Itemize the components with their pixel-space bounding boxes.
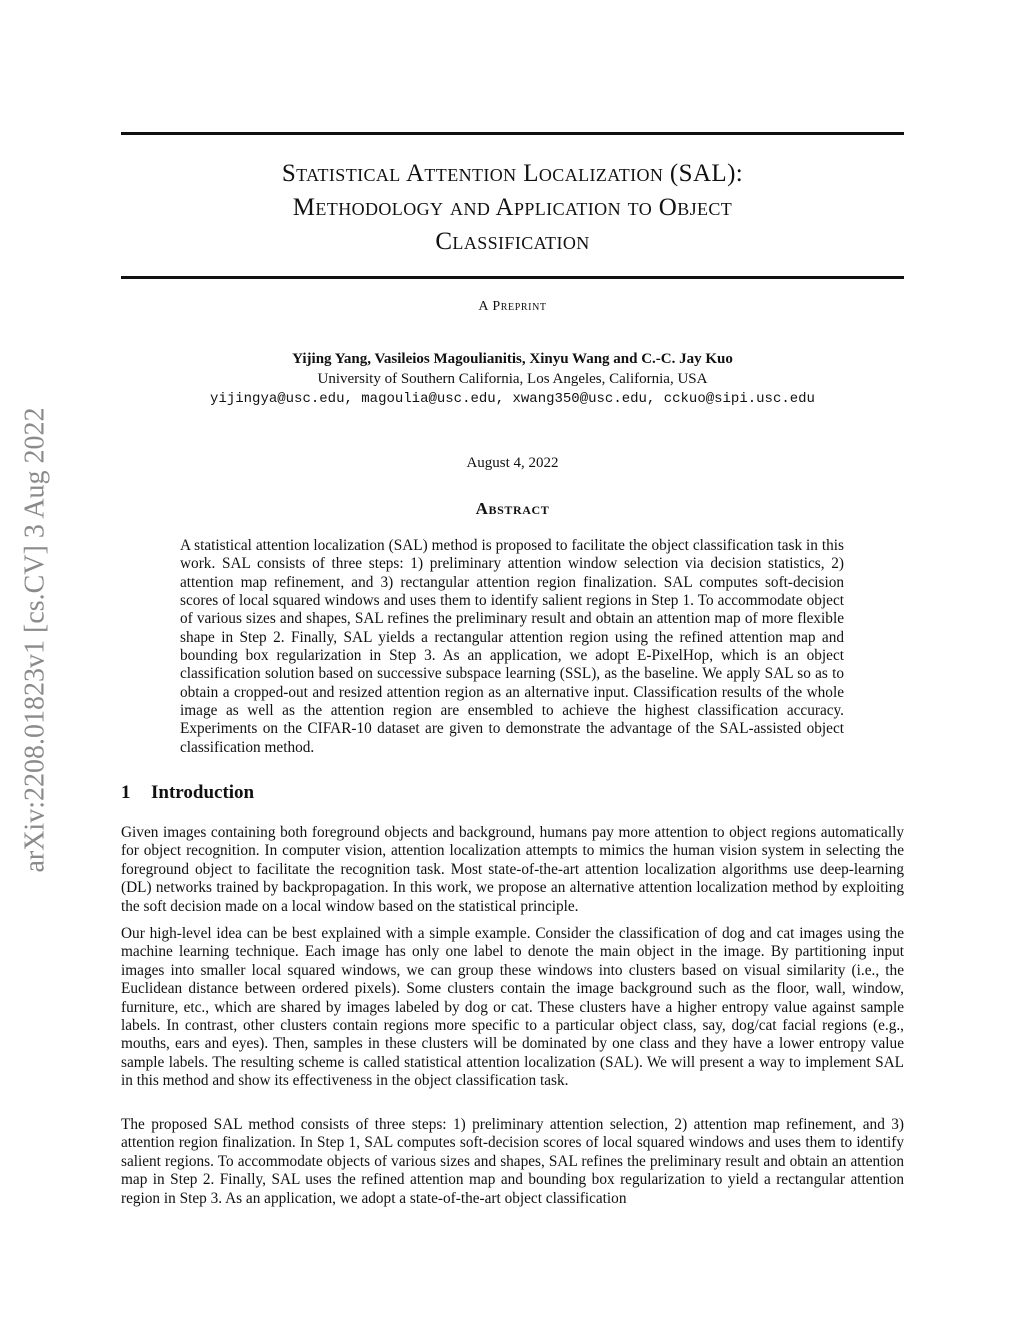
- title-line-3: Classification: [435, 228, 590, 255]
- author-emails: yijingya@usc.edu, magoulia@usc.edu, xwang350@usc.edu, cckuo@sipi.usc.edu: [210, 391, 815, 407]
- abstract-heading: Abstract: [475, 499, 550, 518]
- intro-paragraph-2: Our high-level idea can be best explained with a simple example. Consider the classification of dog and cat images using the machine learning technique. Each image has only one label to denote the main object in the image. By partitioning input images into smaller local squared windows, we can group these windows into clusters based on visual similarity (i.e., the Euclidean distance between ordered pixels). Some clusters contain the image background such as the floor, wall, window, furniture, etc., which are shared by images labeled by dog or cat. These clusters have a higher entropy value against sample labels. In contrast, other clusters contain regions more specific to a particular object class, say, dog/cat facial regions (e.g., mouths, ears and eyes). Then, samples in these clusters will be dominated by one class and they have a lower entropy value sample labels. The resulting scheme is called statistical attention localization (SAL). We will present a way to implement SAL in this method and show its effectiveness in the object classification task.: [121, 925, 904, 1090]
- paper-title: [121, 157, 904, 259]
- affiliation: University of Southern California, Los Angeles, California, USA: [317, 371, 708, 387]
- section-title: Introduction: [151, 782, 255, 803]
- intro-paragraph-3: The proposed SAL method consists of three steps: 1) preliminary attention selection, 2) attention map refinement, and 3) attention region finalization. In Step 1, SAL computes soft-decision scores of local squared windows and uses them to identify salient regions. To accommodate objects of various sizes and shapes, SAL refines the preliminary result and obtain an attention map in Step 2. Finally, SAL uses the refined attention map and bounding box regularization to yield a rectangular attention region in Step 3. As an application, we adopt a state-of-the-art object classification: [121, 1116, 904, 1207]
- arxiv-identifier-stamp: [14, 350, 58, 930]
- intro-paragraph-1: Given images containing both foreground objects and background, humans pay more attention to object regions automatically for object recognition. In computer vision, attention localization attempts to mimics the human vision system in selecting the foreground object to facilitate the recognition task. Most state-of-the-art attention localization algorithms use deep-learning (DL) networks trained by backpropagation. In this work, we propose an alternative attention localization method by exploiting the soft decision made on a local window based on the statistical principle.: [121, 824, 904, 915]
- arxiv-stamp-text: arXiv:2208.01823v1 [cs.CV] 3 Aug 2022: [20, 407, 52, 873]
- abstract-text: A statistical attention localization (SAL) method is proposed to facilitate the object classification task in this work. SAL consists of three steps: 1) preliminary attention window selection via decision statistics, 2) attention map refinement, and 3) rectangular attention region finalization. SAL computes soft-decision scores of local squared windows and uses them to identify salient regions in Step 1. To accommodate object of various sizes and shapes, SAL refines the preliminary result and obtain an attention map of more flexible shape in Step 2. Finally, SAL yields a rectangular attention region using the refined attention map and bounding box regularization in Step 3. As an application, we adopt E-PixelHop, which is an object classification solution based on successive subspace learning (SSL), as the baseline. We apply SAL so as to obtain a cropped-out and resized attention region as an alternative input. Classification results of the whole image as well as the attention region are ensembled to achieve the highest classification accuracy. Experiments on the CIFAR-10 dataset are given to demonstrate the advantage of the SAL-assisted object classification method.: [180, 537, 844, 756]
- title-bottom-rule: [121, 276, 904, 279]
- preprint-label: A Preprint: [478, 299, 547, 314]
- section-number: 1: [121, 782, 131, 803]
- author-list: Yijing Yang, Vasileios Magoulianitis, Xinyu Wang and C.-C. Jay Kuo: [292, 351, 733, 367]
- publication-date: August 4, 2022: [466, 455, 559, 471]
- title-top-rule: [121, 132, 904, 135]
- title-line-2: Methodology and Application to Object: [292, 194, 733, 221]
- section-heading-introduction: [121, 782, 254, 804]
- title-line-1: Statistical Attention Localization (SAL):: [281, 160, 744, 187]
